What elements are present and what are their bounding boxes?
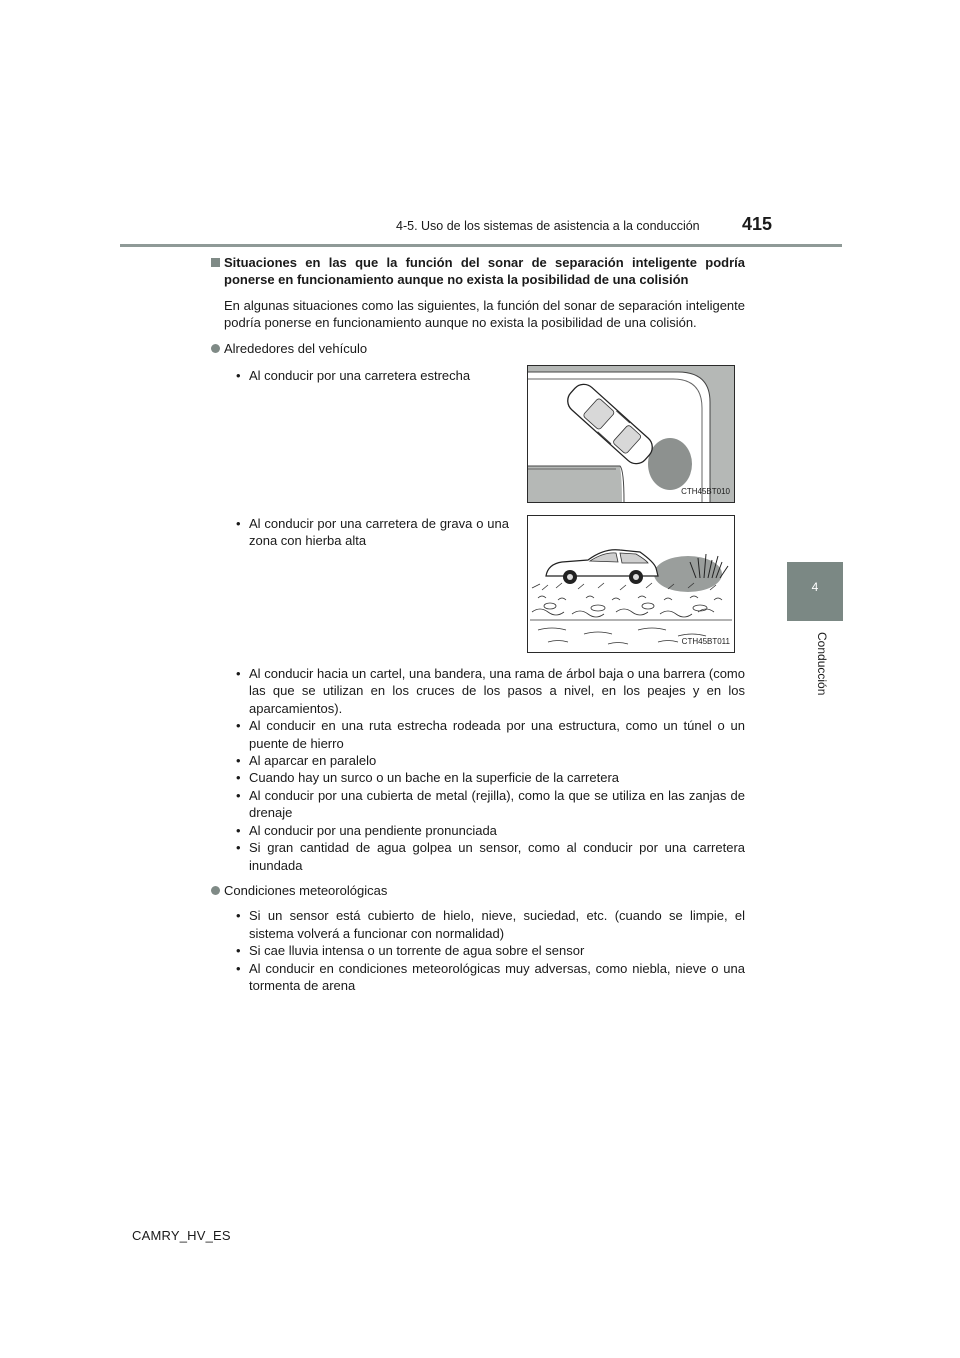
footer-document-code: CAMRY_HV_ES	[132, 1228, 231, 1243]
list-item: • Cuando hay un surco o un bache en la superficie de la carretera	[236, 769, 745, 786]
figure-row-narrow-road	[211, 367, 745, 515]
intro-paragraph: En algunas situaciones como las siguientes, la función del sonar de separación inteligente podría ponerse en funcionamiento aunque no exista la posibilidad de una colisión.	[224, 297, 745, 331]
surroundings-list	[211, 665, 745, 874]
list-item: • Al conducir por una carretera de grava o una zona con hierba alta	[236, 515, 509, 550]
page-number: 415	[742, 214, 773, 234]
figure-code: CTH45BT010	[681, 486, 730, 496]
section-heading-text: Situaciones en las que la función del sonar de separación inteligente podría ponerse en funcionamiento aunque no exista la posibilidad de una colisión	[224, 255, 745, 288]
header-divider	[120, 244, 842, 247]
narrow-road-illustration	[527, 365, 735, 503]
list-item: • Al conducir por una carretera estrecha	[236, 367, 509, 384]
weather-title: Condiciones meteorológicas	[224, 882, 388, 898]
gravel-road-drawing	[528, 516, 734, 652]
figure-code: CTH45BT011	[681, 636, 730, 646]
list-item: • Al conducir en condiciones meteorológicas muy adversas, como niebla, nieve o una tormenta de arena	[236, 960, 745, 995]
list-item: • Si un sensor está cubierto de hielo, nieve, suciedad, etc. (cuando se limpie, el sistema volverá a funcionar con normalidad)	[236, 907, 745, 942]
square-bullet-icon	[211, 258, 220, 267]
chapter-label: Conducción	[815, 632, 829, 696]
weather-list	[211, 907, 745, 994]
section-heading	[211, 254, 745, 289]
list-item: • Al conducir por una cubierta de metal (rejilla), como la que se utiliza en las zanjas de drenaje	[236, 787, 745, 822]
header-section-title: 4-5. Uso de los sistemas de asistencia a la conducción	[396, 219, 700, 233]
circle-bullet-icon	[211, 344, 220, 353]
main-content	[211, 254, 745, 994]
list-item: • Al conducir hacia un cartel, una bandera, una rama de árbol baja o una barrera (como las que se utilizan en los cruces de los pasos a nivel, en los peajes y en los aparcamientos).	[236, 665, 745, 717]
weather-subheading	[211, 882, 745, 899]
list-item: • Al conducir por una pendiente pronunciada	[236, 822, 745, 839]
list-item: • Al conducir en una ruta estrecha rodeada por una estructura, como un túnel o un puente de hierro	[236, 717, 745, 752]
list-item: • Si gran cantidad de agua golpea un sensor, como al conducir por una carretera inundada	[236, 839, 745, 874]
gravel-road-illustration	[527, 515, 735, 653]
chapter-tab	[787, 562, 843, 621]
list-item: • Si cae lluvia intensa o un torrente de agua sobre el sensor	[236, 942, 745, 959]
surroundings-subheading	[211, 340, 745, 357]
list-item: • Al aparcar en paralelo	[236, 752, 745, 769]
chapter-number: 4	[811, 580, 819, 594]
narrow-road-drawing	[528, 366, 734, 502]
circle-bullet-icon	[211, 886, 220, 895]
surroundings-title: Alrededores del vehículo	[224, 340, 368, 356]
figure-row-gravel-road	[211, 515, 745, 665]
